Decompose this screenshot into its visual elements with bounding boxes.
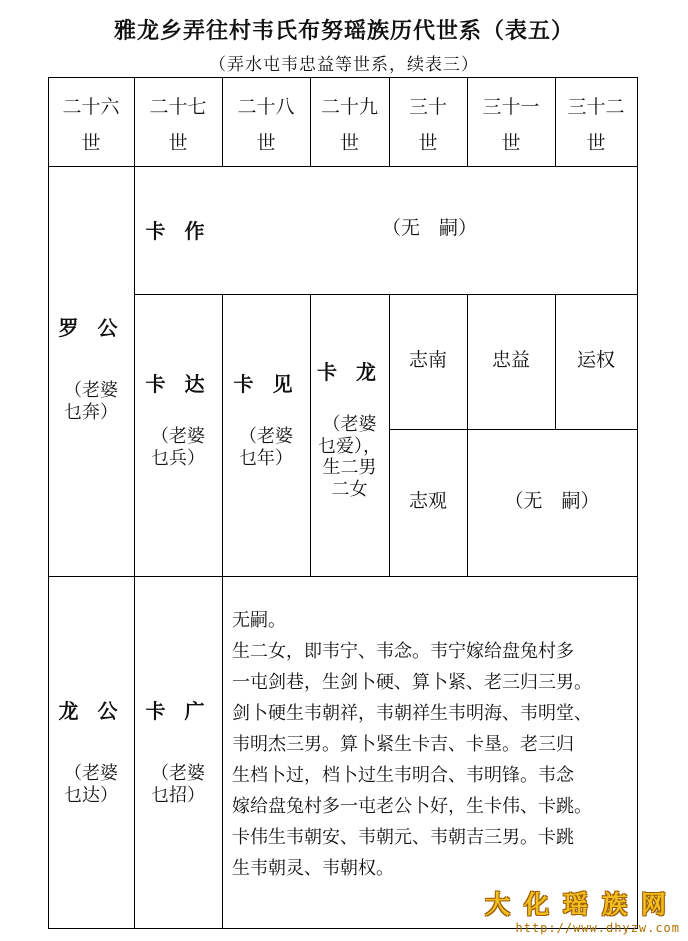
kalong-note-3: 生二男 bbox=[322, 457, 377, 479]
kaguang-cell bbox=[134, 695, 222, 806]
kaguang-wife-1: （老婆 bbox=[151, 763, 205, 784]
header-gen-30 bbox=[389, 92, 467, 159]
kajian-wife-2: 乜年） bbox=[239, 447, 293, 469]
long-gong-name: 龙 公 bbox=[58, 699, 124, 723]
page-subtitle: （弄水屯韦忠益等世系，续表三） bbox=[209, 55, 479, 75]
luo-gong-cell bbox=[48, 312, 134, 423]
text-line: 一屯剑巷，生剑卜硬、算卜紧、老三归三男。 bbox=[232, 672, 592, 693]
header-divider bbox=[48, 166, 638, 167]
kazuo-no-heir: （无 嗣） bbox=[381, 217, 477, 239]
luo-gong-wife-2: 乜奔） bbox=[64, 401, 118, 423]
header-gen-31 bbox=[467, 92, 555, 159]
text-line: 无嗣。 bbox=[232, 610, 286, 631]
luo-gong-wife-1: （老婆 bbox=[64, 380, 118, 401]
gen-26-suffix: 世 bbox=[81, 132, 101, 155]
zhongyi-cell: 忠益 bbox=[491, 349, 530, 371]
gen-32-suffix: 世 bbox=[586, 132, 606, 155]
long-gong-cell bbox=[48, 695, 134, 806]
long-gong-descendants-text bbox=[232, 605, 634, 884]
header-gen-29 bbox=[310, 92, 389, 159]
kaguang-wife-2: 乜招） bbox=[151, 784, 205, 806]
branch-divider bbox=[48, 576, 638, 577]
yunquan-cell: 运权 bbox=[576, 349, 615, 371]
watermark-site-name: 大化瑶族网 bbox=[484, 890, 680, 919]
kada-cell bbox=[134, 368, 222, 469]
kada-wife-2: 乜兵） bbox=[151, 447, 205, 469]
text-line: 韦明杰三男。算卜紧生卡吉、卡垦。老三归 bbox=[232, 734, 574, 755]
gen-28-label: 二十八 bbox=[237, 96, 295, 118]
gen-32-label: 三十二 bbox=[567, 96, 625, 118]
kazuo-row-divider bbox=[134, 294, 638, 295]
kada-name: 卡 达 bbox=[145, 372, 211, 396]
header-gen-32 bbox=[555, 92, 637, 159]
gen-29-label: 二十九 bbox=[320, 96, 378, 118]
text-line: 生二女，即韦宁、韦念。韦宁嫁给盘兔村多 bbox=[232, 641, 574, 662]
gen-27-suffix: 世 bbox=[168, 132, 188, 155]
table-border-right bbox=[637, 77, 638, 928]
long-gong-wife-1: （老婆 bbox=[64, 763, 118, 784]
header-gen-28 bbox=[222, 92, 310, 159]
kaguang-name: 卡 广 bbox=[145, 699, 211, 723]
zhiguan-cell: 志观 bbox=[408, 490, 447, 512]
kazuo-cell bbox=[134, 215, 222, 247]
gen-30-label: 三十 bbox=[408, 96, 447, 118]
text-line: 生档卜过，档卜过生韦明合、韦明锋。韦念 bbox=[232, 765, 574, 786]
gen-29-suffix: 世 bbox=[339, 132, 359, 155]
gen-31-suffix: 世 bbox=[501, 132, 521, 155]
table-border-top bbox=[48, 77, 638, 78]
zhinan-cell: 志南 bbox=[408, 349, 447, 371]
watermark-url: http://www.dhyzw.com bbox=[515, 921, 680, 935]
kalong-note-4: 二女 bbox=[331, 478, 368, 500]
kalong-note-2: 乜爱）， bbox=[318, 435, 381, 457]
kalong-note-1: （老婆 bbox=[322, 414, 377, 435]
gen-28-suffix: 世 bbox=[256, 132, 276, 155]
gen-31-label: 三十一 bbox=[482, 96, 540, 118]
kalong-sons-divider bbox=[389, 429, 638, 430]
kajian-name: 卡 见 bbox=[233, 372, 299, 396]
site-watermark bbox=[485, 885, 680, 935]
kajian-wife-1: （老婆 bbox=[239, 426, 293, 447]
kazuo-name: 卡 作 bbox=[145, 219, 211, 243]
kalong-cell bbox=[310, 356, 389, 500]
page-title: 雅龙乡弄往村韦氏布努瑶族历代世系（表五） bbox=[113, 18, 574, 44]
text-line: 生韦朝灵、韦朝权。 bbox=[232, 858, 394, 879]
col-line-30-mid bbox=[389, 294, 390, 576]
zhiguan-no-heir: （无 嗣） bbox=[504, 490, 600, 512]
text-line: 剑卜硬生韦朝祥，韦朝祥生韦明海、韦明堂、 bbox=[232, 703, 592, 724]
text-line: 卡伟生韦朝安、韦朝元、韦朝吉三男。卡跳 bbox=[232, 827, 574, 848]
gen-26-label: 二十六 bbox=[62, 96, 120, 118]
luo-gong-name: 罗 公 bbox=[58, 316, 124, 340]
header-gen-27 bbox=[134, 92, 222, 159]
header-gen-26 bbox=[48, 92, 134, 159]
col-line-31-mid bbox=[467, 294, 468, 576]
kajian-cell bbox=[222, 368, 310, 469]
gen-27-label: 二十七 bbox=[149, 96, 207, 118]
long-gong-wife-2: 乜达） bbox=[64, 784, 118, 806]
text-line: 嫁给盘兔村多一屯老公卜好，生卡伟、卡跳。 bbox=[232, 796, 592, 817]
gen-30-suffix: 世 bbox=[418, 132, 438, 155]
kalong-name: 卡 龙 bbox=[317, 360, 382, 384]
kada-wife-1: （老婆 bbox=[151, 426, 205, 447]
